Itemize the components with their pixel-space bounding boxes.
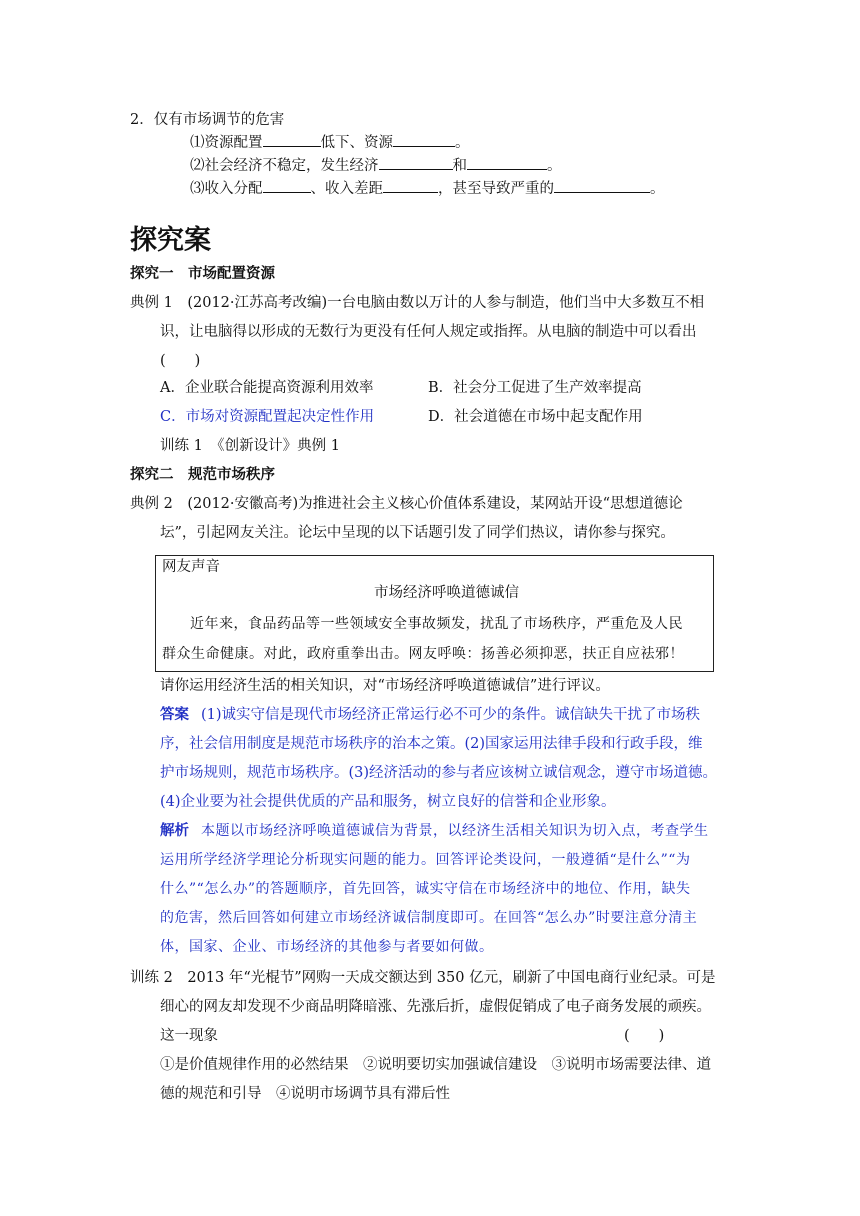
harms-item-3-text-d: 。 xyxy=(650,181,665,197)
training-2-line-3: 这一现象 xyxy=(160,1028,218,1044)
harms-item-2 xyxy=(190,154,562,176)
option-c: C．市场对资源配置起决定性作用 xyxy=(160,409,375,425)
analysis-line-1 xyxy=(160,821,709,841)
harms-item-1-text-c: 。 xyxy=(455,135,470,151)
harms-item-2-text-b: 和 xyxy=(452,158,467,174)
fill-blank xyxy=(379,154,453,170)
answer-line-4: (4)企业要为社会提供优质的产品和服务，树立良好的信誉和企业形象。 xyxy=(160,794,616,810)
answer-text-1: (1)诚实守信是现代市场经济正常运行必不可少的条件。诚信缺失干扰了市场秩 xyxy=(201,707,701,723)
answer-label: 答案 xyxy=(160,706,189,723)
training-2-line-2: 细心的网友却发现不少商品明降暗涨、先涨后折，虚假促销成了电子商务发展的顽疾。 xyxy=(160,999,711,1015)
analysis-text-1: 本题以市场经济呼唤道德诚信为背景，以经济生活相关知识为切入点，考查学生 xyxy=(201,823,709,839)
training-2-line-4: ①是价值规律作用的必然结果 ②说明要切实加强诚信建设 ③说明市场需要法律、道 xyxy=(160,1057,711,1073)
example-2-line-1: 典例 2 (2012·安徽高考)为推进社会主义核心价值体系建设，某网站开设“思想道德论 xyxy=(130,496,683,512)
training-2-line-5: 德的规范和引导 ④说明市场调节具有滞后性 xyxy=(160,1086,450,1102)
box-label: 网友声音 xyxy=(162,559,220,575)
analysis-label: 解析 xyxy=(160,822,189,839)
analysis-line-3: 什么”“怎么办”的答题顺序，首先回答，诚实守信在市场经济中的地位、作用，缺失 xyxy=(160,881,691,897)
analysis-line-5: 体，国家、企业、市场经济的其他参与者要如何做。 xyxy=(160,939,494,955)
answer-line-2: 序，社会信用制度是规范市场秩序的治本之策。(2)国家运用法律手段和行政手段，维 xyxy=(160,736,703,752)
explore-1-title: 探究一 市场配置资源 xyxy=(130,266,275,282)
fill-blank xyxy=(263,177,311,193)
example-1-answer-bracket: ( ) xyxy=(160,353,201,369)
harms-item-2-text-a: ⑵社会经济不稳定，发生经济 xyxy=(190,158,379,174)
option-a: A．企业联合能提高资源利用效率 xyxy=(160,380,374,396)
answer-line-3: 护市场规则，规范市场秩序。(3)经济活动的参与者应该树立诚信观念，遵守市场道德。 xyxy=(160,765,718,781)
fill-blank xyxy=(393,131,455,147)
harms-item-1-text-b: 低下、资源 xyxy=(320,135,393,151)
harms-item-3-text-c: ，甚至导致严重的 xyxy=(438,181,554,197)
training-2-answer-bracket: ( ) xyxy=(624,1028,665,1044)
training-1: 训练 1 《创新设计》典例 1 xyxy=(160,438,340,454)
harms-item-3-text-b: 、收入差距 xyxy=(310,181,383,197)
option-d: D．社会道德在市场中起支配作用 xyxy=(428,409,643,425)
harms-heading: 2．仅有市场调节的危害 xyxy=(130,112,285,128)
harms-item-1-text-a: ⑴资源配置 xyxy=(190,135,263,151)
harms-item-3-text-a: ⑶收入分配 xyxy=(190,181,263,197)
question: 请你运用经济生活的相关知识，对“市场经济呼唤道德诚信”进行评议。 xyxy=(160,678,610,694)
training-2-line-1: 训练 2 2013 年“光棍节”网购一天成交额达到 350 亿元，刷新了中国电商行业纪录。可是 xyxy=(130,970,716,986)
analysis-line-2: 运用所学经济学理论分析现实问题的能力。回答评论类设问，一般遵循“是什么”“为 xyxy=(160,852,691,868)
example-1-line-2: 识，让电脑得以形成的无数行为更没有任何人规定或指挥。从电脑的制造中可以看出 xyxy=(160,324,697,340)
explore-2-title: 探究二 规范市场秩序 xyxy=(130,467,275,483)
section-title: 探究案 xyxy=(130,225,211,256)
box-text-line-2: 群众生命健康。对此，政府重拳出击。网友呼唤：扬善必须抑恶，扶正自应祛邪！ xyxy=(162,646,684,662)
box-text-line-1: 近年来，食品药品等一些领域安全事故频发，扰乱了市场秩序，严重危及人民 xyxy=(190,616,683,632)
harms-item-2-text-c: 。 xyxy=(547,158,562,174)
analysis-line-4: 的危害，然后回答如何建立市场经济诚信制度即可。在回答“怎么办”时要注意分清主 xyxy=(160,910,698,926)
fill-blank xyxy=(467,154,547,170)
example-1-line-1: 典例 1 (2012·江苏高考改编)一台电脑由数以万计的人参与制造，他们当中大多数互不相 xyxy=(130,295,705,311)
harms-item-1 xyxy=(190,131,470,153)
harms-item-3 xyxy=(190,177,665,199)
fill-blank xyxy=(554,177,650,193)
option-b: B．社会分工促进了生产效率提高 xyxy=(428,380,642,396)
box-title: 市场经济呼唤道德诚信 xyxy=(374,585,519,601)
fill-blank xyxy=(383,177,438,193)
fill-blank xyxy=(263,131,321,147)
answer-line-1 xyxy=(160,705,700,725)
example-2-line-2: 坛”，引起网友关注。论坛中呈现的以下话题引发了同学们热议，请你参与探究。 xyxy=(160,525,675,541)
